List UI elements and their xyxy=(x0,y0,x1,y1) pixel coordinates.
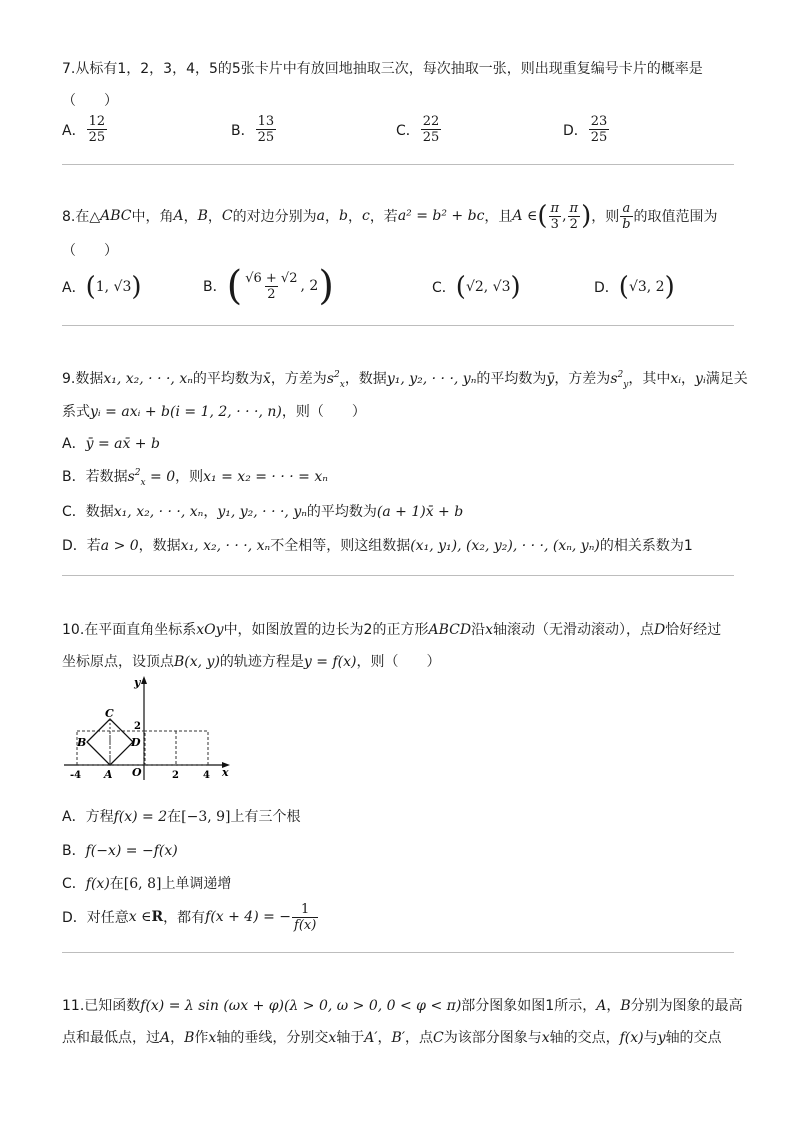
q11-stem-line2: 点和最低点，过A，B作x轴的垂线，分别交x轴于A′，B′，点C为该部分图象与x轴的交点，f(x)与y轴的交点 xyxy=(62,1030,722,1046)
divider xyxy=(62,575,734,576)
q10-option-c[interactable]: C．f(x)在[6, 8]上单调递增 xyxy=(62,876,232,892)
tick-2: 2 xyxy=(172,770,179,781)
q9-option-a[interactable]: A．ȳ = ax̄ + b xyxy=(62,436,160,452)
option-label: B． xyxy=(203,279,227,295)
q8-option-d[interactable]: D． ( √3, 2 ) xyxy=(594,272,675,302)
tick-2-y: 2 xyxy=(134,721,141,732)
divider xyxy=(62,952,734,953)
y-axis-arrow xyxy=(141,676,147,684)
q8-paren: （ ） xyxy=(62,243,118,259)
tick-neg4: -4 xyxy=(70,770,82,781)
option-label: D． xyxy=(563,122,588,139)
q8-option-c[interactable]: C． ( √2, √3 ) xyxy=(432,272,521,302)
fraction: $\frac{23}{25}$ xyxy=(590,114,608,145)
option-label: D． xyxy=(594,280,619,296)
fraction: $\frac{22}{25}$ xyxy=(422,114,440,145)
q9-option-b[interactable]: B．若数据$s^2_x = 0$，则x₁ = x₂ = · · · = xₙ xyxy=(62,468,328,488)
q7-option-a[interactable] xyxy=(62,114,108,145)
q8-stem: 8.在△ ABC 中，角 A ， B ， C 的对边分别为 a ， b ， c ，若 a² = b² + bc ，且 A ∈ ( $\frac{\pi}{3}$ , $\frac{\pi}{2}$ ) ，则 $\frac{a}{b}$ 的取值范围为 xyxy=(62,200,718,232)
q9-option-d[interactable]: D．若a > 0，数据x₁, x₂, · · ·, xₙ不全相等，则这组数据(x₁, y₁), (x₂, y₂), · · ·, (xₙ, yₙ)的相关系数为1 xyxy=(62,538,693,554)
label-d: D xyxy=(131,736,141,749)
q8-option-a[interactable]: A． ( 1, √3 ) xyxy=(62,272,142,302)
q9-stem-line1: 9.数据x₁, x₂, · · ·, xₙ的平均数为x̄，方差为$s^2_x$，数据y₁, y₂, · · ·, yₙ的平均数为ȳ，方差为$s^2_y$，其中xᵢ，yᵢ满足关 xyxy=(62,370,748,390)
label-b: B xyxy=(77,736,87,749)
q7-stem: 7.从标有1，2，3，4，5的5张卡片中有放回地抽取三次，每次抽取一张，则出现重复编号卡片的概率是 xyxy=(62,61,703,77)
option-label: C． xyxy=(396,122,420,139)
q10-stem-line2: 坐标原点，设顶点B(x, y)的轨迹方程是y = f(x)，则（ ） xyxy=(62,654,441,670)
option-label: C． xyxy=(432,280,456,296)
option-label: B． xyxy=(231,122,255,139)
label-x: x xyxy=(222,766,229,779)
label-a: A xyxy=(104,768,113,781)
label-y: y xyxy=(134,676,141,689)
q8-option-b[interactable]: B． ( $\frac{√6 + √2}{2}$ , 2 ) xyxy=(203,263,334,309)
q10-option-d[interactable]: D． 对任意 x ∈ R ，都有 f(x + 4) = − $\frac{1}{f(x)}$ xyxy=(62,901,317,933)
label-c: C xyxy=(105,707,114,720)
q11-stem-line1: 11.已知函数f(x) = λ sin (ωx + φ)(λ > 0, ω > 0, 0 < φ < π)部分图象如图1所示，A，B分别为图象的最高 xyxy=(62,998,743,1014)
q10-stem-line1: 10.在平面直角坐标系xOy中，如图放置的边长为2的正方形ABCD沿x轴滚动（无滑动滚动），点D恰好经过 xyxy=(62,622,722,638)
q7-option-c[interactable] xyxy=(396,114,442,145)
q10-option-b[interactable]: B．f(−x) = −f(x) xyxy=(62,843,178,859)
option-label: A． xyxy=(62,122,86,139)
q9-option-c[interactable]: C．数据x₁, x₂, · · ·, xₙ，y₁, y₂, · · ·, yₙ的平均数为(a + 1)x̄ + b xyxy=(62,504,464,520)
q7-paren: （ ） xyxy=(62,93,118,109)
divider xyxy=(62,164,734,165)
rolling-square-figure xyxy=(60,672,240,784)
q7-option-b[interactable] xyxy=(231,114,277,145)
tick-4: 4 xyxy=(203,770,210,781)
option-label: A． xyxy=(62,280,86,296)
q7-option-d[interactable] xyxy=(563,114,610,145)
fraction: $\frac{13}{25}$ xyxy=(257,114,275,145)
fraction: $\frac{12}{25}$ xyxy=(88,114,106,145)
q9-stem-line2: 系式yᵢ = axᵢ + b(i = 1, 2, · · ·, n)，则（ ） xyxy=(62,404,366,420)
q10-option-a[interactable]: A．方程f(x) = 2在[−3, 9]上有三个根 xyxy=(62,809,301,825)
label-o: O xyxy=(132,766,142,779)
divider xyxy=(62,325,734,326)
